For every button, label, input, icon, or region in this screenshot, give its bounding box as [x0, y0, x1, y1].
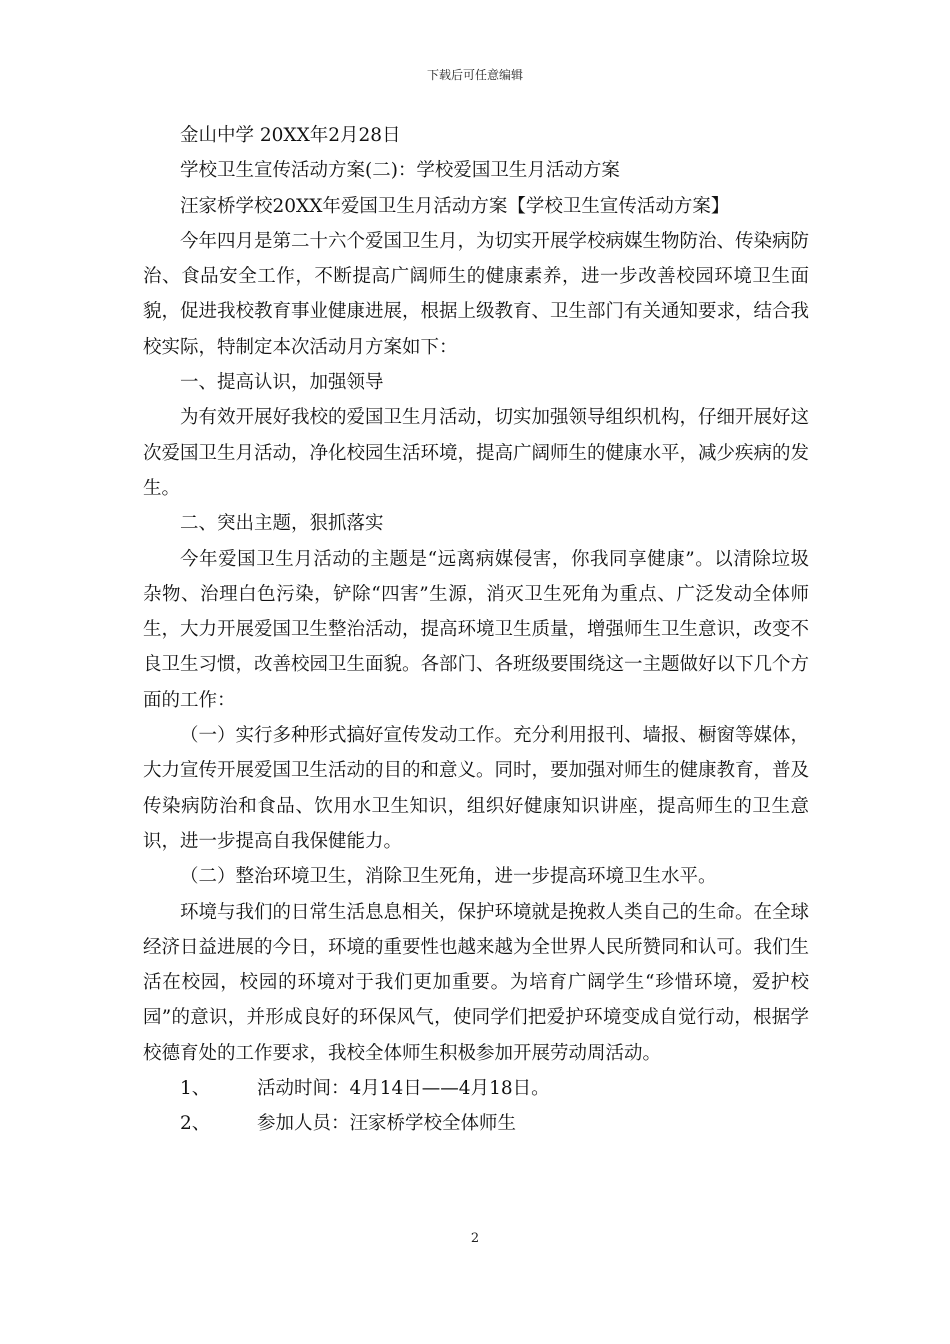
document-body	[143, 118, 809, 1142]
page-header: 下载后可任意编辑	[426, 68, 523, 82]
list-text: 活动时间：4月14日——4月18日。	[257, 1078, 550, 1100]
list-item	[143, 1106, 809, 1141]
list-number: 1、	[180, 1078, 211, 1100]
paragraph: 今年四月是第二十六个爱国卫生月，为切实开展学校病媒生物防治、传染病防治、食品安全工作，不断提高广阔师生的健康素养，进一步改善校园环境卫生面貌，促进我校教育事业健康进展，根据上级教育、卫生部门有关通知要求，结合我校实际，特制定本次活动月方案如下：	[143, 230, 810, 358]
list-number: 2、	[180, 1113, 211, 1135]
list-item	[143, 1071, 809, 1106]
paragraph: 为有效开展好我校的爱国卫生月活动，切实加强领导组织机构，仔细开展好这次爱国卫生月活动，净化校园生活环境，提高广阔师生的健康水平，减少疾病的发生。	[143, 407, 810, 499]
section-heading: 二、突出主题，狠抓落实	[180, 513, 384, 535]
page-number: 2	[470, 1231, 480, 1246]
section-heading: 一、提高认识，加强领导	[180, 372, 384, 394]
paragraph: （一）实行多种形式搞好宣传发动工作。充分利用报刊、墙报、橱窗等媒体，大力宣传开展爱国卫生活动的目的和意义。同时，要加强对师生的健康教育，普及传染病防治和食品、饮用水卫生知识，组织好健康知识讲座，提高师生的卫生意识，进一步提高自我保健能力。	[143, 725, 810, 852]
paragraph: 金山中学 20XX年2月28日	[180, 125, 401, 146]
paragraph: 学校卫生宣传活动方案(二)：学校爱国卫生月活动方案	[180, 160, 620, 182]
paragraph: 环境与我们的日常生活息息相关，保护环境就是挽救人类自己的生命。在全球经济日益进展的今日，环境的重要性也越来越为全世界人民所赞同和认可。我们生活在校园，校园的环境对于我们更加重要。为培育广阔学生“珍惜环境，爱护校园”的意识，并形成良好的环保风气，使同学们把爱护环境变成自觉行动，根据学校德育处的工作要求，我校全体师生积极参加开展劳动周活动。	[143, 901, 810, 1064]
paragraph: 今年爱国卫生月活动的主题是“远离病媒侵害，你我同享健康”。以清除垃圾杂物、治理白色污染，铲除“四害”生源，消灭卫生死角为重点、广泛发动全体师生，大力开展爱国卫生整治活动，提高环境卫生质量，增强师生卫生意识，改变不良卫生习惯，改善校园卫生面貌。各部门、各班级要围绕这一主题做好以下几个方面的工作：	[143, 548, 810, 711]
list-text: 参加人员：汪家桥学校全体师生	[257, 1113, 517, 1135]
paragraph: 汪家桥学校20XX年爱国卫生月活动方案【学校卫生宣传活动方案】	[180, 195, 730, 217]
subsection-heading: （二）整治环境卫生，消除卫生死角，进一步提高环境卫生水平。	[180, 866, 717, 888]
